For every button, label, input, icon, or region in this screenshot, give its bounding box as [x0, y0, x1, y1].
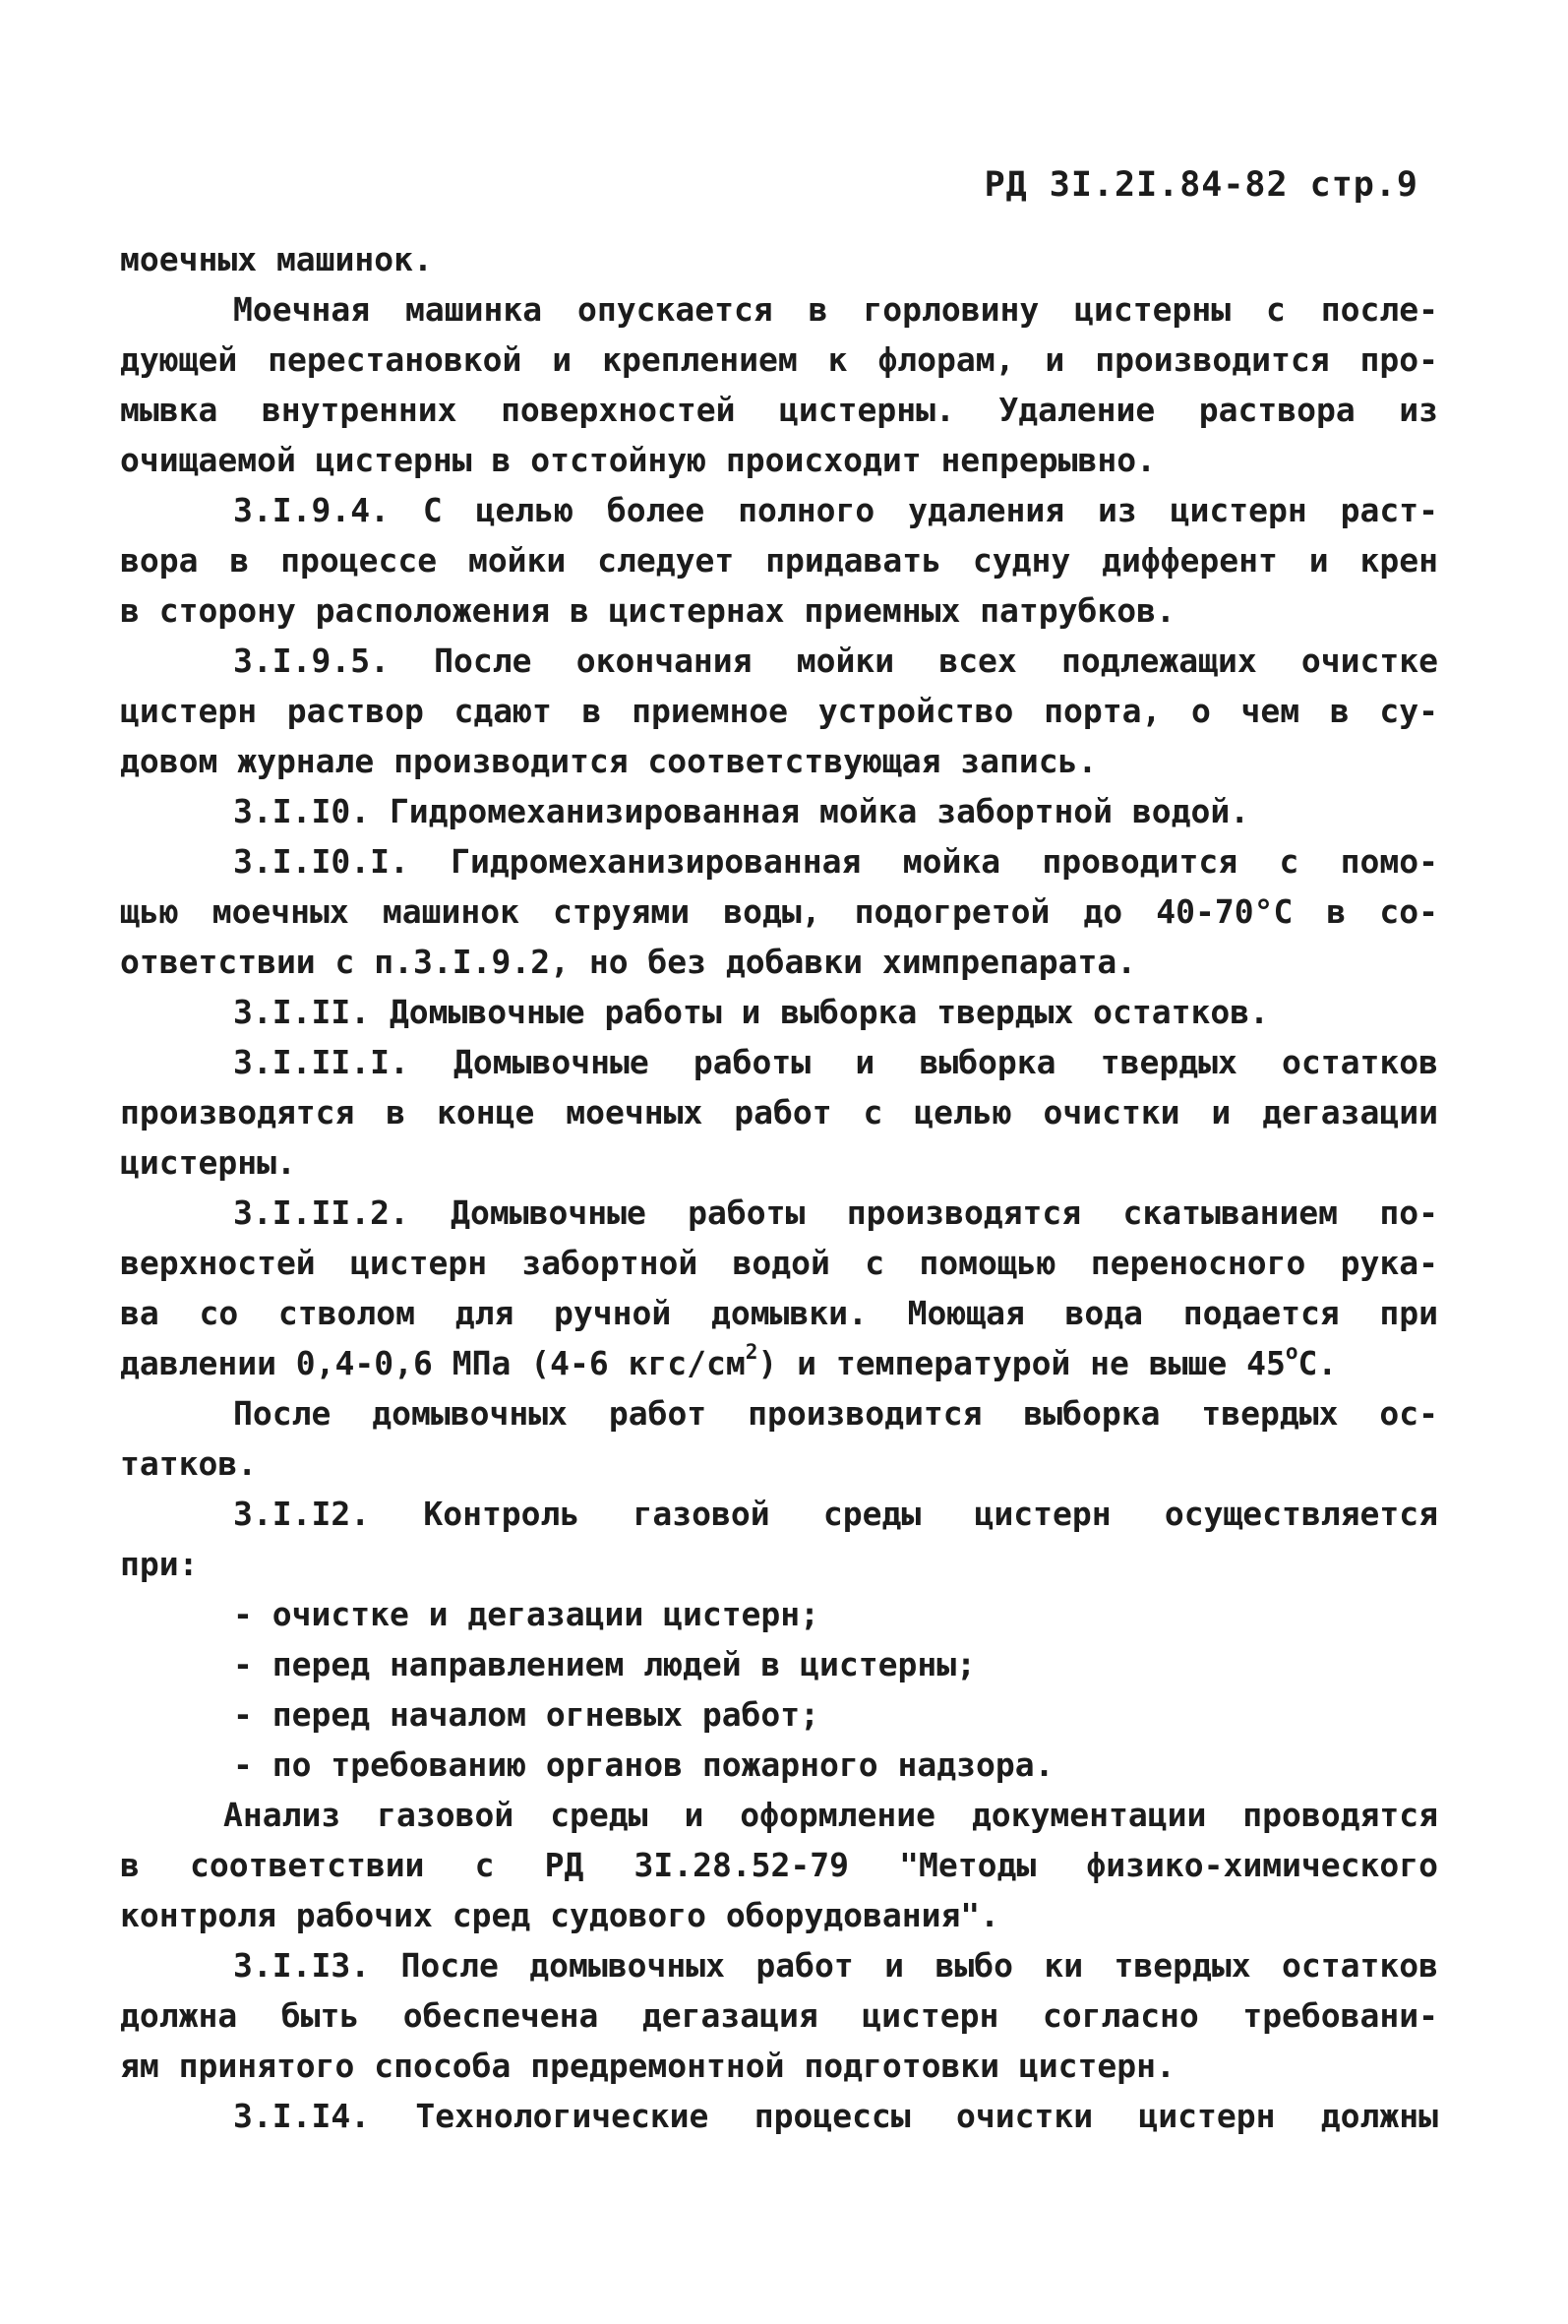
text-line: ва со стволом для ручной домывки. Моющая вода подается при	[120, 1294, 1438, 1332]
text-line: очищаемой цистерны в отстойную происходит непрерывно.	[120, 441, 1156, 479]
text-line: 3.I.9.5. После окончания мойки всех подлежащих очистке	[233, 642, 1438, 680]
text-line: 3.I.I2. Контроль газовой среды цистерн осуществляется	[233, 1495, 1438, 1533]
superscript-2: 2	[745, 1340, 758, 1364]
text-line: должна быть обеспечена дегазация цистерн согласно требовани-	[120, 1996, 1438, 2035]
text-line: довом журнале производится соответствующая запись.	[120, 742, 1098, 780]
list-item: - по требованию органов пожарного надзора.	[233, 1745, 1055, 1784]
text-line: 3.I.I4. Технологические процессы очистки цистерн должны	[233, 2097, 1438, 2135]
text-line: в соответствии с РД 3I.28.52-79 "Методы физико-химического	[120, 1846, 1438, 1884]
text-line: производятся в конце моечных работ с целью очистки и дегазации	[120, 1093, 1438, 1131]
text-line: 3.I.II.2. Домывочные работы производятся скатыванием по-	[233, 1193, 1438, 1232]
text-line: цистерн раствор сдают в приемное устройство порта, о чем в су-	[120, 692, 1438, 730]
text-line: при:	[120, 1545, 199, 1583]
section-heading: 3.I.II. Домывочные работы и выборка твердых остатков.	[233, 993, 1269, 1031]
list-item: - перед началом огневых работ;	[233, 1695, 820, 1734]
text-line: 3.I.I0.I. Гидромеханизированная мойка проводится с помо-	[233, 842, 1438, 881]
text-line: Моечная машинка опускается в горловину цистерны с после-	[233, 290, 1438, 329]
text-line: Анализ газовой среды и оформление документации проводятся	[223, 1796, 1438, 1834]
formula-middle: ) и температурой не выше 45	[757, 1344, 1286, 1382]
text-line: контроля рабочих сред судового оборудования".	[120, 1896, 1000, 1934]
degree-superscript: о	[1285, 1340, 1298, 1364]
text-line: в сторону расположения в цистернах приемных патрубков.	[120, 591, 1176, 630]
text-line: После домывочных работ производится выборка твердых ос-	[233, 1394, 1438, 1433]
text-line: ответствии с п.3.I.9.2, но без добавки химпрепарата.	[120, 943, 1137, 981]
text-line: дующей перестановкой и креплением к флорам, и производится про-	[120, 340, 1438, 379]
document-body	[120, 234, 1438, 2141]
formula-line	[120, 1338, 1438, 1388]
list-item: - перед направлением людей в цистерны;	[233, 1645, 976, 1683]
section-heading: 3.I.I0. Гидромеханизированная мойка забортной водой.	[233, 792, 1250, 830]
list-item: - очистке и дегазации цистерн;	[233, 1595, 820, 1633]
text-line: ям принятого способа предремонтной подготовки цистерн.	[120, 2047, 1176, 2085]
text-line: моечных машинок.	[120, 240, 433, 278]
formula-start: давлении 0,4-0,6 МПа (4-6 кгс/см	[120, 1344, 746, 1382]
text-line: цистерны.	[120, 1143, 296, 1182]
text-line: мывка внутренних поверхностей цистерны. Удаление раствора из	[120, 391, 1438, 429]
text-line: татков.	[120, 1444, 258, 1483]
formula-end: С.	[1297, 1344, 1338, 1382]
text-line: вора в процессе мойки следует придавать судну дифферент и крен	[120, 541, 1438, 580]
page-header: РД 3I.2I.84-82 стр.9	[984, 165, 1418, 205]
text-line: 3.I.9.4. С целью более полного удаления из цистерн раст-	[233, 491, 1438, 529]
text-line: щью моечных машинок струями воды, подогретой до 40-70°С в со-	[120, 892, 1438, 931]
text-line: 3.I.I3. После домывочных работ и выбо ки твердых остатков	[233, 1946, 1438, 1985]
text-line: верхностей цистерн забортной водой с помощью переносного рука-	[120, 1244, 1438, 1282]
text-line: 3.I.II.I. Домывочные работы и выборка твердых остатков	[233, 1043, 1438, 1081]
